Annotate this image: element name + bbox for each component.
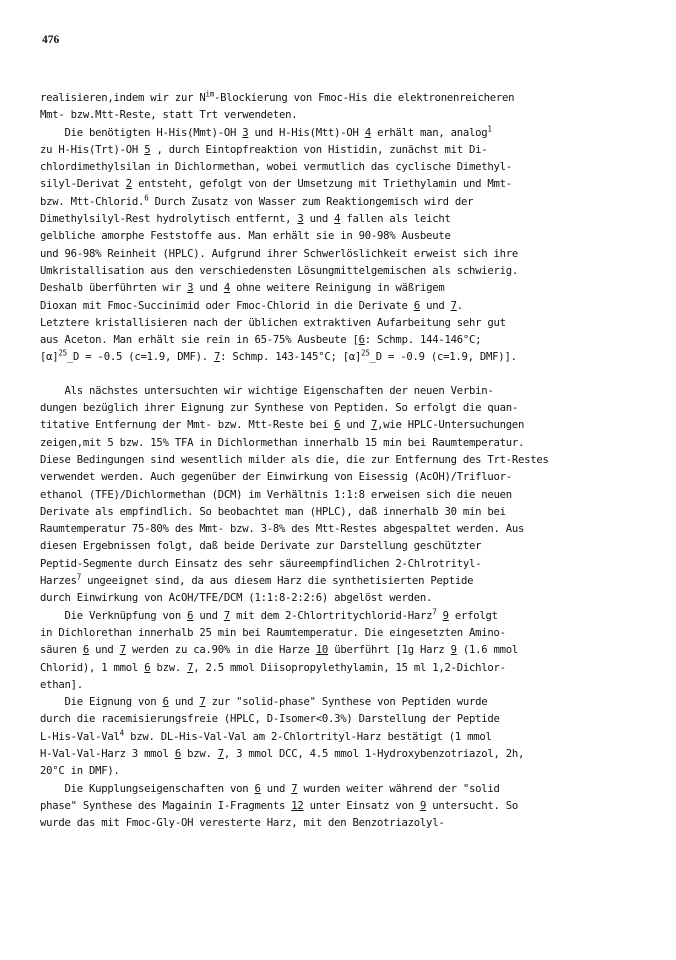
text-line: ethan]. bbox=[40, 678, 83, 691]
text-line: gelbliche amorphe Feststoffe aus. Man erhält sie in 90-98% Ausbeute bbox=[40, 230, 451, 243]
text-line: diesen Ergebnissen folgt, daß beide Derivate zur Darstellung geschützter bbox=[40, 540, 482, 553]
paragraph-break bbox=[40, 367, 640, 383]
text-line: zu H-His(Trt)-OH 5 , durch Eintopfreaktion von Histidin, zunächst mit Di- bbox=[40, 143, 488, 156]
text-line: aus Aceton. Man erhält sie rein in 65-75% Ausbeute [6: Schmp. 144-146°C; bbox=[40, 334, 482, 347]
text-line: Diese Bedingungen sind wesentlich milder als die, die zur Entfernung des Trt-Restes bbox=[40, 453, 549, 466]
text-line: wurde das mit Fmoc-Gly-OH veresterte Harz, mit den Benzotriazolyl- bbox=[40, 817, 445, 830]
text-line: $[\alpha]^{25}\_D = -0.5$ (c=1.9, DMF). 7: Schmp. 143-145°C; $[\alpha]^{25}\_D = -0.9$ (c=1.9, DMF)]. bbox=[40, 348, 517, 364]
text-line: Letztere kristallisieren nach der üblichen extraktiven Aufarbeitung sehr gut bbox=[40, 316, 506, 329]
text-line: chlordimethylsilan in Dichlormethan, wobei vermutlich das cyclische Dimethyl- bbox=[40, 161, 512, 174]
text-line: dungen bezüglich ihrer Eignung zur Synthese von Peptiden. So erfolgt die quan- bbox=[40, 402, 518, 415]
text-line: Dimethylsilyl-Rest hydrolytisch entfernt, 3 und 4 fallen als leicht bbox=[40, 213, 451, 226]
text-line: bzw. Mtt-Chlorid.$^6$ Durch Zusatz von Wasser zum Reaktiongemisch wird der bbox=[40, 193, 474, 208]
text-line: säuren 6 und 7 werden zu ca.90% in die Harze 10 überführt [1g Harz 9 (1.6 mmol bbox=[40, 644, 519, 657]
text-line: Deshalb überführten wir 3 und 4 ohne weitere Reinigung in wäßrigem bbox=[40, 282, 445, 295]
text-line: Chlorid), 1 mmol 6 bzw. 7, 2.5 mmol Diisopropylethylamin, 15 ml 1,2-Dichlor- bbox=[40, 661, 506, 674]
text-line: Harzes$^7$ ungeeignet sind, da aus diesem Harz die synthetisierten Peptide bbox=[40, 572, 474, 588]
text-line: phase" Synthese des Magainin I-Fragments 12 unter Einsatz von 9 untersucht. So bbox=[40, 799, 519, 812]
text-line: durch Einwirkung von AcOH/TFE/DCM (1:1:8-2:2:6) abgelöst werden. bbox=[40, 592, 433, 605]
text-line: Peptid-Segmente durch Einsatz des sehr säureempfindlichen 2-Chlrotrityl- bbox=[40, 557, 482, 570]
text-line: Dioxan mit Fmoc-Succinimid oder Fmoc-Chlorid in die Derivate 6 und 7. bbox=[40, 299, 463, 312]
text-line: Als nächstes untersuchten wir wichtige Eigenschaften der neuen Verbin- bbox=[40, 384, 494, 397]
text-line: Die benötigten H-His(Mmt)-OH 3 und H-His(Mtt)-OH 4 erhält man, analog$^1$ bbox=[40, 124, 492, 139]
text-line: Die Verknüpfung von 6 und 7 mit dem 2-Chlortritychlorid-Harz$^7$ 9 erfolgt bbox=[40, 607, 498, 622]
text-line: titative Entfernung der Mmt- bzw. Mtt-Reste bei 6 und 7,wie HPLC-Untersuchungen bbox=[40, 419, 525, 432]
text-line: Derivate als empfindlich. So beobachtet man (HPLC), daß innerhalb 30 min bei bbox=[40, 505, 506, 518]
text-line: silyl-Derivat 2 entsteht, gefolgt von der Umsetzung mit Triethylamin und Mmt- bbox=[40, 178, 512, 191]
text-line: verwendet werden. Auch gegenüber der Einwirkung von Eisessig (AcOH)/Trifluor- bbox=[40, 471, 512, 484]
text-line: in Dichlorethan innerhalb 25 min bei Raumtemperatur. Die eingesetzten Amino- bbox=[40, 626, 506, 639]
text-line: realisieren,indem wir zur $N^{im}$-Blockierung von Fmoc-His die elektronenreicheren bbox=[40, 89, 515, 104]
text-line: durch die racemisierungsfreie (HPLC, D-Isomer<0.3%) Darstellung der Peptide bbox=[40, 713, 500, 726]
text-line: und 96-98% Reinheit (HPLC). Aufgrund ihrer Schwerlöslichkeit erweist sich ihre bbox=[40, 247, 518, 260]
text-line: 20°C in DMF). bbox=[40, 765, 120, 778]
body-text bbox=[40, 90, 640, 832]
text-line: H-Val-Val-Harz 3 mmol 6 bzw. 7, 3 mmol DCC, 4.5 mmol 1-Hydroxybenzotriazol, 2h, bbox=[40, 747, 525, 760]
text-line: Die Kupplungseigenschaften von 6 und 7 wurden weiter während der "solid bbox=[40, 782, 500, 795]
text-line: ethanol (TFE)/Dichlormethan (DCM) im Verhältnis 1:1:8 erweisen sich die neuen bbox=[40, 488, 512, 501]
text-line: L-His-Val-Val$^4$ bzw. DL-His-Val-Val am 2-Chlortrityl-Harz bestätigt (1 mmol bbox=[40, 728, 492, 743]
text-line: Die Eignung von 6 und 7 zur "solid-phase" Synthese von Peptiden wurde bbox=[40, 696, 488, 709]
text-line: Umkristallisation aus den verschiedensten Lösungmittelgemischen als schwierig. bbox=[40, 264, 518, 277]
text-line: Raumtemperatur 75-80% des Mmt- bzw. 3-8% des Mtt-Restes abgespaltet werden. Aus bbox=[40, 523, 525, 536]
text-line: Mmt- bzw.Mtt-Reste, statt Trt verwendeten. bbox=[40, 109, 298, 122]
page-number: 476 bbox=[42, 34, 60, 46]
text-line: zeigen,mit 5 bzw. 15% TFA in Dichlormethan innerhalb 15 min bei Raumtemperatur. bbox=[40, 436, 525, 449]
